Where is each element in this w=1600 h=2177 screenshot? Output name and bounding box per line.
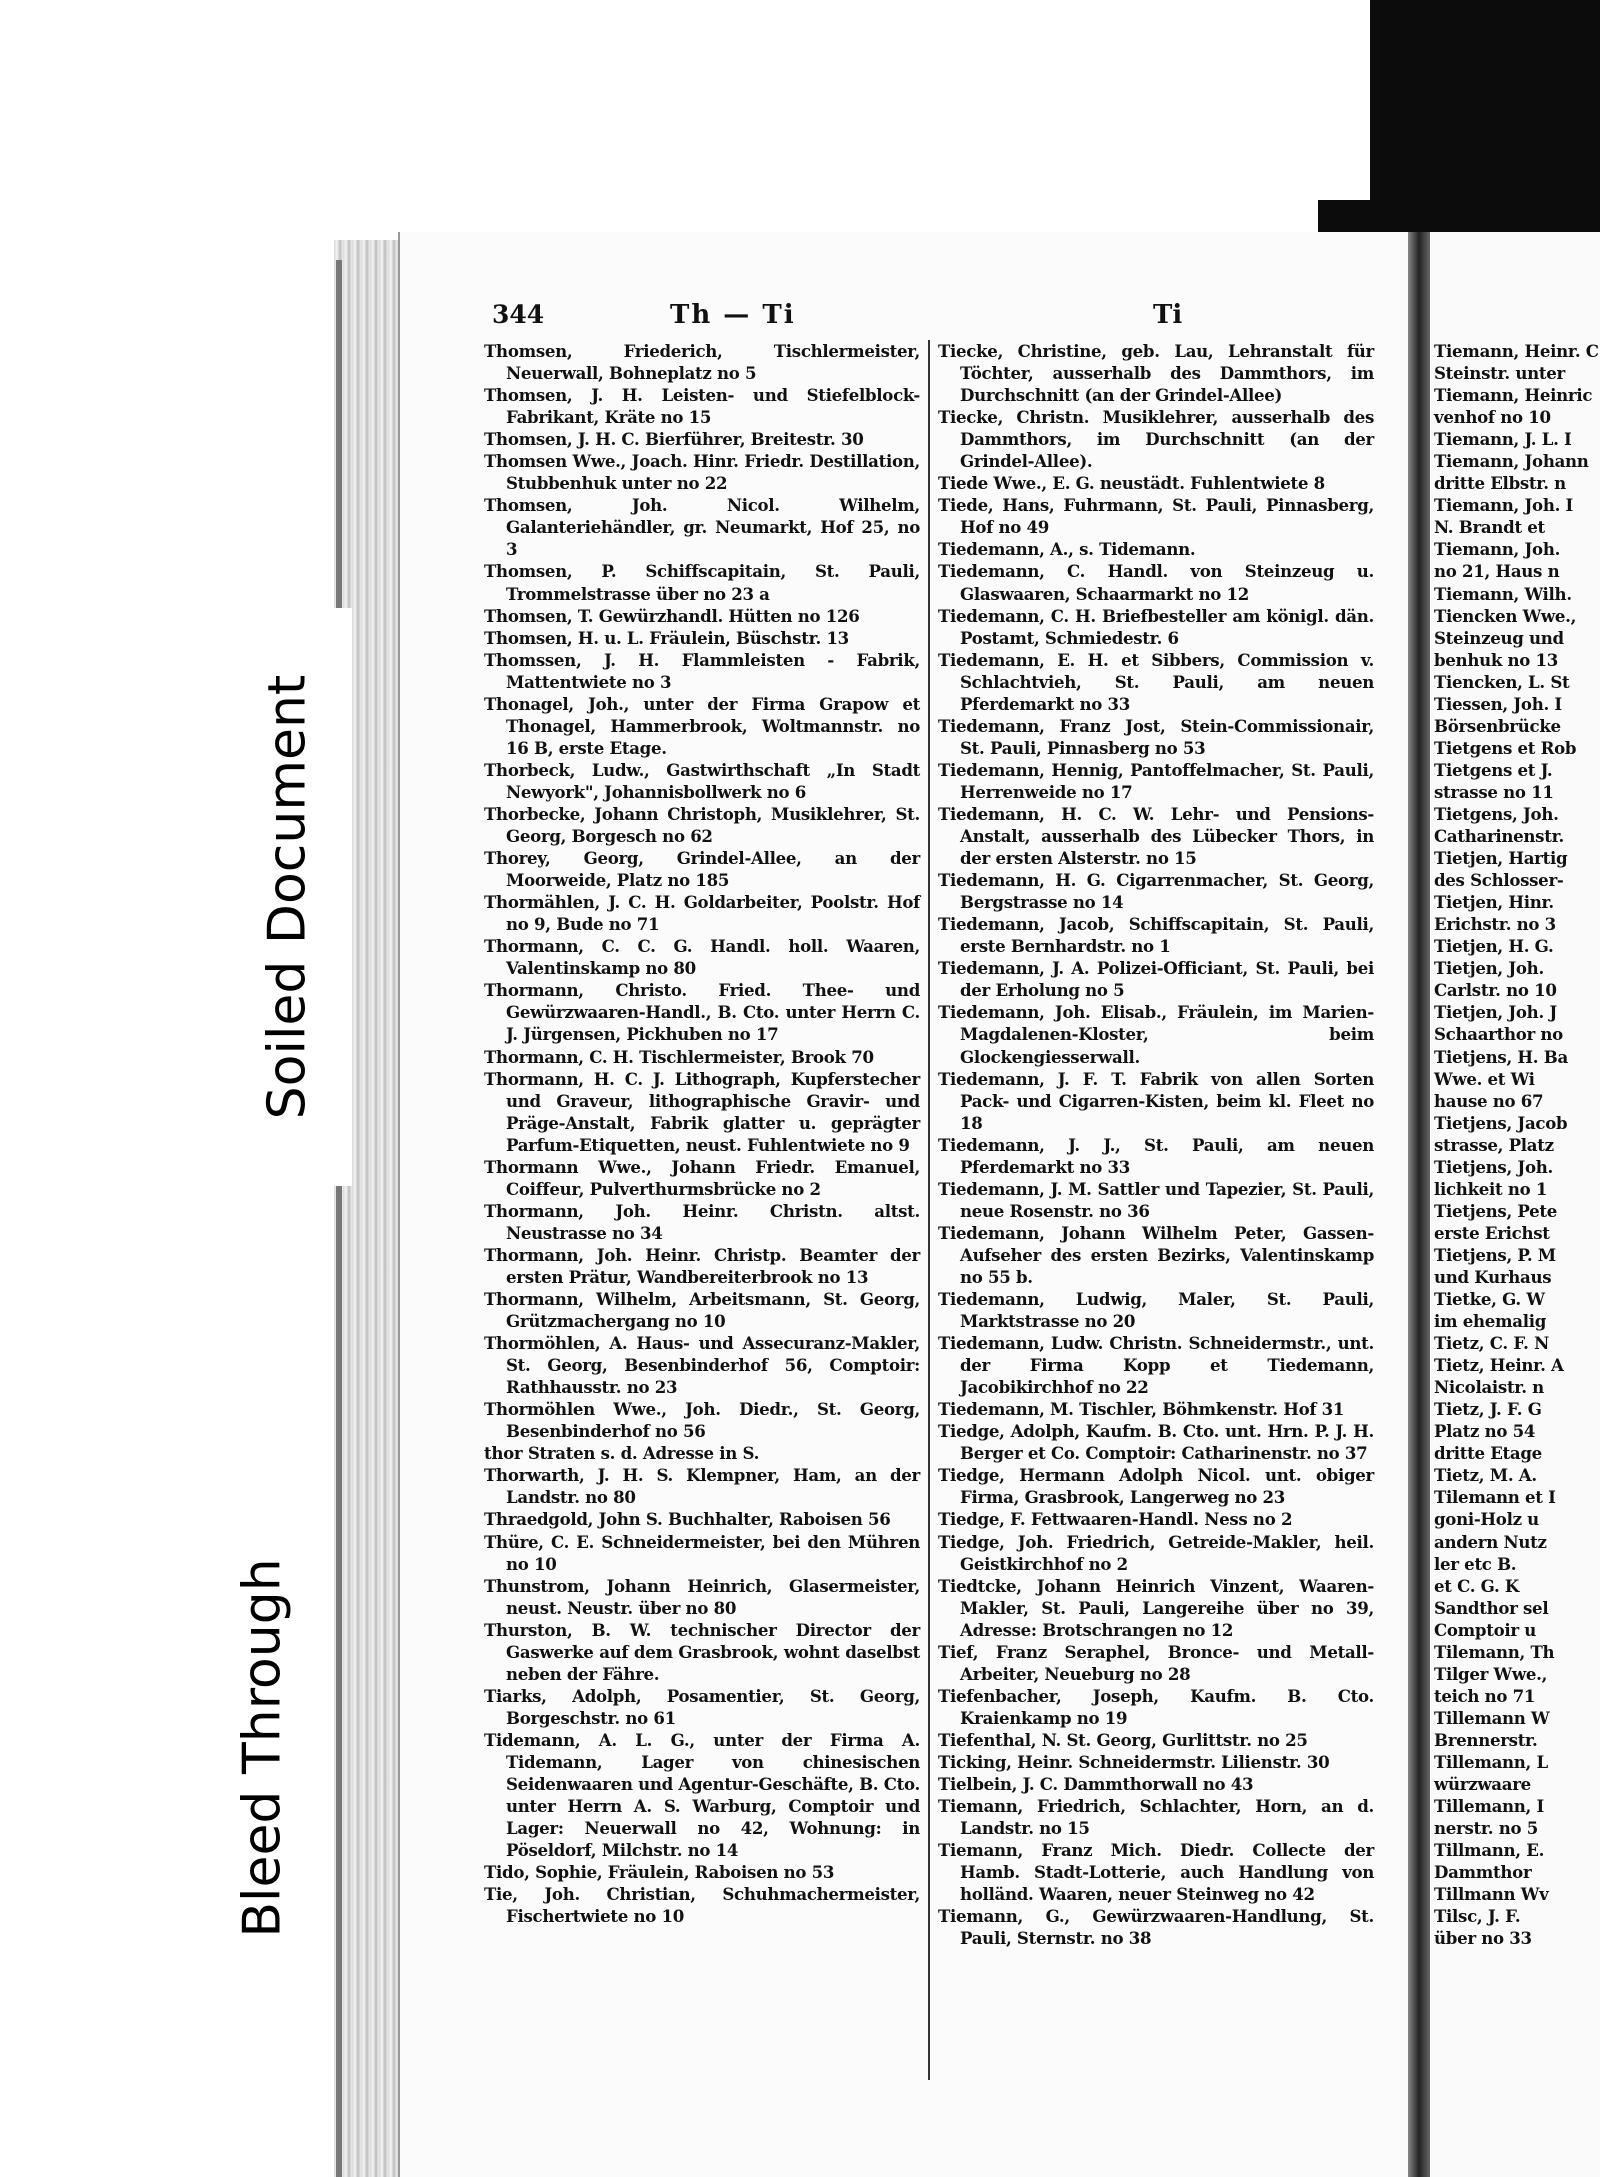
directory-entry: Tietjen, H. G. [1434, 936, 1554, 957]
directory-entry: Comptoir u [1434, 1619, 1537, 1640]
directory-entry: Tillemann W [1434, 1707, 1550, 1728]
directory-entry: Tiemann, J. L. I [1434, 429, 1572, 450]
bleed-through-label [198, 1446, 328, 2050]
directory-entry: Tiedemann, C. Handl. von Steinzeug u. Glaswaaren, Schaarmarkt no 12 [938, 561, 1374, 604]
directory-entry: Tiedemann, Ludwig, Maler, St. Pauli, Marktstrasse no 20 [938, 1289, 1374, 1332]
directory-entry: Tiedge, F. Fettwaaren-Handl. Ness no 2 [938, 1509, 1293, 1530]
directory-entry: Tietjens, Pete [1434, 1200, 1558, 1221]
directory-entry: Thüre, C. E. Schneidermeister, bei den Mühren no 10 [484, 1531, 920, 1574]
directory-entry: lichkeit no 1 [1434, 1178, 1548, 1199]
directory-entry: Tiedemann, M. Tischler, Böhmkenstr. Hof 31 [938, 1399, 1345, 1420]
directory-entry: Thorey, Georg, Grindel-Allee, an der Moorweide, Platz no 185 [484, 848, 920, 891]
directory-entry: Tietgens, Joh. [1434, 803, 1559, 824]
directory-entry: Tiedemann, C. H. Briefbesteller am königl. dän. Postamt, Schmiedestr. 6 [938, 605, 1374, 648]
directory-entry: Tiedemann, J. F. T. Fabrik von allen Sorten Pack- und Cigarren-Kisten, beim kl. Fleet no 18 [938, 1068, 1374, 1133]
directory-entry: Tiedemann, J. M. Sattler und Tapezier, St. Pauli, neue Rosenstr. no 36 [938, 1178, 1374, 1221]
directory-entry: Thomsen, J. H. Leisten- und Stiefelblock-Fabrikant, Kräte no 15 [484, 385, 920, 428]
directory-entry: Tillmann Wv [1434, 1884, 1549, 1905]
directory-entry: Tiede Wwe., E. G. neustädt. Fuhlentwiete 8 [938, 473, 1325, 494]
directory-entry: Wwe. et Wi [1434, 1068, 1535, 1089]
directory-entry: Tiemann, Wilh. [1434, 583, 1572, 604]
directory-entry: Tiedemann, H. G. Cigarrenmacher, St. Georg, Bergstrasse no 14 [938, 870, 1374, 913]
directory-entry: Steinzeug und [1434, 627, 1564, 648]
directory-entry: Tiedge, Adolph, Kaufm. B. Cto. unt. Hrn. P. J. H. Berger et Co. Comptoir: Catharinenstr. no 37 [938, 1421, 1374, 1464]
directory-entry: Tiessen, Joh. I [1434, 693, 1562, 714]
directory-entry: Schaarthor no [1434, 1024, 1563, 1045]
directory-entry: erste Erichst [1434, 1222, 1550, 1243]
directory-entry: Tiemann, G., Gewürzwaaren-Handlung, St. Pauli, Sternstr. no 38 [938, 1906, 1374, 1949]
directory-entry: Tiedemann, J. A. Polizei-Officiant, St. Pauli, bei der Erholung no 5 [938, 958, 1374, 1001]
directory-entry: Tilemann, Th [1434, 1641, 1555, 1662]
bleed-through-text: Bleed Through [233, 1558, 293, 1938]
directory-entry: Tietjen, Joh. J [1434, 1002, 1557, 1023]
directory-entry: Tietjen, Joh. [1434, 958, 1544, 979]
directory-entry: Tiedemann, H. C. W. Lehr- und Pensions-Anstalt, ausserhalb des Lübecker Thors, in der ersten Alsterstr. no 15 [938, 803, 1374, 869]
book-gutter [1408, 232, 1430, 2177]
directory-entry: dritte Elbstr. n [1434, 473, 1566, 494]
directory-entry: Tiemann, Heinr. C [1434, 341, 1599, 361]
directory-entry: Tiedge, Joh. Friedrich, Getreide-Makler, heil. Geistkirchhof no 2 [938, 1531, 1374, 1574]
directory-entry: benhuk no 13 [1434, 649, 1559, 670]
directory-entry: Tilger Wwe., [1434, 1663, 1548, 1684]
directory-entry: des Schlosser- [1434, 870, 1564, 891]
directory-entry: Tietjen, Hinr. [1434, 892, 1554, 913]
directory-entry: Tiedemann, Jacob, Schiffscapitain, St. Pauli, erste Bernhardstr. no 1 [938, 914, 1374, 957]
directory-entry: Thormann, Joh. Heinr. Christp. Beamter der ersten Prätur, Wandbereiterbrook no 13 [484, 1244, 920, 1287]
directory-entry: Tiefenbacher, Joseph, Kaufm. B. Cto. Kraienkamp no 19 [938, 1685, 1374, 1728]
page-header-letters: Ti [1153, 300, 1183, 330]
directory-entry: Tiedge, Hermann Adolph Nicol. unt. obiger Firma, Grasbrook, Langerweg no 23 [938, 1465, 1374, 1508]
directory-entry: im ehemalig [1434, 1311, 1547, 1332]
book-page-edges [334, 240, 398, 2177]
directory-entry: thor Straten s. d. Adresse in S. [484, 1443, 760, 1464]
directory-entry: Thormöhlen, A. Haus- und Assecuranz-Makler, St. Georg, Besenbinderhof 56, Comptoir: Rathhausstr. no 23 [484, 1333, 920, 1398]
directory-entry: Tilsc, J. F. [1434, 1906, 1521, 1927]
directory-entry: andern Nutz [1434, 1531, 1547, 1552]
directory-entry: ler etc B. [1434, 1553, 1517, 1574]
directory-entry: nerstr. no 5 [1434, 1818, 1538, 1839]
directory-entry: Tiedtcke, Johann Heinrich Vinzent, Waaren-Makler, St. Pauli, Langereihe über no 39, Adresse: Brotschrangen no 12 [938, 1575, 1374, 1640]
directory-entry: Tiedemann, Joh. Elisab., Fräulein, im Marien-Magdalenen-Kloster, beim Glockengiesserwall. [938, 1002, 1374, 1067]
directory-entry: teich no 71 [1434, 1685, 1536, 1706]
directory-entry: Thunstrom, Johann Heinrich, Glasermeister, neust. Neustr. über no 80 [484, 1575, 920, 1618]
left-column [484, 340, 920, 1927]
directory-entry: Tiemann, Johann [1434, 451, 1589, 472]
soiled-document-text: Soiled Document [257, 674, 318, 1120]
directory-entry: Thormann, H. C. J. Lithograph, Kupferstecher und Graveur, lithographische Gravir- und Präge-Anstalt, Fabrik glatter u. geprägter Parfum-Etiquetten, neust. Fuhlentwiete no 9 [484, 1068, 920, 1155]
directory-entry: Thorbeck, Ludw., Gastwirthschaft „In Stadt Newyork", Johannisbollwerk no 6 [484, 759, 920, 802]
directory-entry: dritte Etage [1434, 1443, 1542, 1464]
directory-entry: Thorwarth, J. H. S. Klempner, Ham, an der Landstr. no 80 [484, 1465, 920, 1508]
directory-entry: Ticking, Heinr. Schneidermstr. Lilienstr. 30 [938, 1752, 1330, 1772]
directory-entry: Tie, Joh. Christian, Schuhmachermeister, Fischertwiete no 10 [484, 1884, 920, 1927]
directory-entry: strasse no 11 [1434, 781, 1554, 802]
directory-entry: Catharinenstr. [1434, 826, 1564, 847]
directory-entry: Nicolaistr. n [1434, 1377, 1544, 1398]
directory-entry: Tiemann, Joh. I [1434, 495, 1574, 516]
directory-entry: Tiemann, Friedrich, Schlachter, Horn, an d. Landstr. no 15 [938, 1796, 1374, 1839]
directory-entry: Thormählen, J. C. H. Goldarbeiter, Poolstr. Hof no 9, Bude no 71 [484, 892, 920, 935]
directory-entry: Tietjens, Jacob [1434, 1112, 1568, 1133]
directory-entry: Tiencken, L. St [1434, 671, 1570, 692]
directory-entry: Sandthor sel [1434, 1597, 1549, 1618]
directory-entry: Tietjen, Hartig [1434, 848, 1568, 869]
directory-entry: Tietz, C. F. N [1434, 1333, 1549, 1354]
directory-entry: Tief, Franz Seraphel, Bronce- und Metall-Arbeiter, Neueburg no 28 [938, 1641, 1374, 1684]
directory-entry: Tiarks, Adolph, Posamentier, St. Georg, Borgeschstr. no 61 [484, 1685, 920, 1728]
directory-entry: Tielbein, J. C. Dammthorwall no 43 [938, 1774, 1254, 1795]
directory-entry: Brennerstr. [1434, 1729, 1538, 1750]
directory-entry: Carlstr. no 10 [1434, 980, 1557, 1001]
directory-entry: Tiedemann, Franz Jost, Stein-Commissionair, St. Pauli, Pinnasberg no 53 [938, 715, 1374, 758]
directory-entry: Tiedemann, Ludw. Christn. Schneidermstr., unt. der Firma Kopp et Tiedemann, Jacobikirchhof no 22 [938, 1333, 1374, 1398]
directory-entry: Tidemann, A. L. G., unter der Firma A. Tidemann, Lager von chinesischen Seidenwaaren und Agentur-Geschäfte, B. Cto. unter Herrn A. S. Warburg, Comptoir und Lager: Neuerwall no 42, Wohnung: in Pöseldorf, Milchstr. no 14 [484, 1729, 920, 1861]
directory-entry: Tiedemann, Johann Wilhelm Peter, Gassen-Aufseher des ersten Bezirks, Valentinskamp no 55 b. [938, 1222, 1374, 1287]
directory-entry: Thurston, B. W. technischer Director der Gaswerke auf dem Grasbrook, wohnt daselbst neben der Fähre. [484, 1619, 920, 1684]
page-header-range: Th — Ti [670, 300, 796, 330]
directory-entry: Tietz, Heinr. A [1434, 1355, 1564, 1376]
directory-entry: Thomsen, T. Gewürzhandl. Hütten no 126 [484, 605, 860, 626]
directory-entry: würzwaare [1434, 1774, 1531, 1795]
directory-entry: Thormöhlen Wwe., Joh. Diedr., St. Georg, Besenbinderhof no 56 [484, 1399, 920, 1442]
directory-entry: Tiemann, Joh. [1434, 539, 1561, 560]
directory-entry: Thomsen, J. H. C. Bierführer, Breitestr. 30 [484, 429, 864, 450]
directory-entry: Thormann Wwe., Johann Friedr. Emanuel, Coiffeur, Pulverthurmsbrücke no 2 [484, 1156, 920, 1199]
directory-entry: Tilemann et I [1434, 1487, 1556, 1508]
directory-entry: goni-Holz u [1434, 1509, 1539, 1530]
directory-entry: Tietjens, H. Ba [1434, 1046, 1568, 1067]
page-number: 344 [492, 300, 545, 329]
directory-entry: Börsenbrücke [1434, 715, 1561, 736]
directory-entry: Dammthor [1434, 1862, 1532, 1883]
directory-entry: Thormann, Wilhelm, Arbeitsmann, St. Georg, Grützmachergang no 10 [484, 1289, 920, 1332]
column-divider [928, 340, 930, 2080]
directory-entry: Tietjens, P. M [1434, 1244, 1556, 1265]
soiled-document-label [222, 608, 352, 1186]
middle-column [938, 340, 1374, 1949]
directory-entry: no 21, Haus n [1434, 561, 1560, 582]
directory-entry: Tietjens, Joh. [1434, 1156, 1553, 1177]
directory-entry: N. Brandt et [1434, 517, 1545, 538]
directory-entry: Thonagel, Joh., unter der Firma Grapow et Thonagel, Hammerbrook, Woltmannstr. no 16 B, erste Etage. [484, 693, 920, 758]
directory-entry: über no 33 [1434, 1928, 1532, 1949]
directory-entry: Tietz, M. A. [1434, 1465, 1537, 1486]
directory-entry: hause no 67 [1434, 1090, 1544, 1111]
directory-entry: Thomsen, P. Schiffscapitain, St. Pauli, Trommelstrasse über no 23 a [484, 561, 920, 604]
directory-entry: Tiecke, Christine, geb. Lau, Lehranstalt für Töchter, ausserhalb des Dammthors, im Durchschnitt (an der Grindel-Allee) [938, 341, 1374, 406]
directory-entry: Thormann, C. H. Tischlermeister, Brook 70 [484, 1046, 874, 1067]
directory-entry: strasse, Platz [1434, 1134, 1554, 1155]
directory-entry: Steinstr. unter [1434, 363, 1565, 384]
directory-entry: und Kurhaus [1434, 1266, 1552, 1287]
directory-entry: venhof no 10 [1434, 407, 1551, 428]
directory-entry: Tillemann, I [1434, 1796, 1544, 1817]
directory-entry: Thraedgold, John S. Buchhalter, Raboisen 56 [484, 1509, 891, 1530]
directory-entry: Tiemann, Franz Mich. Diedr. Collecte der Hamb. Stadt-Lotterie, auch Handlung von holländ. Waaren, neuer Steinweg no 42 [938, 1840, 1374, 1905]
directory-entry: Tiedemann, Hennig, Pantoffelmacher, St. Pauli, Herrenweide no 17 [938, 759, 1374, 802]
directory-entry: Tiede, Hans, Fuhrmann, St. Pauli, Pinnasberg, Hof no 49 [938, 495, 1374, 538]
directory-entry: Thorbecke, Johann Christoph, Musiklehrer, St. Georg, Borgesch no 62 [484, 803, 920, 847]
right-column-cropped [1434, 340, 1600, 1949]
directory-entry: Tiedemann, A., s. Tidemann. [938, 539, 1196, 560]
directory-entry: Tietgens et Rob [1434, 737, 1577, 758]
directory-entry: Tiencken Wwe., [1434, 605, 1577, 626]
directory-entry: et C. G. K [1434, 1575, 1520, 1596]
directory-entry: Thormann, C. C. G. Handl. holl. Waaren, Valentinskamp no 80 [484, 936, 920, 979]
directory-entry: Platz no 54 [1434, 1421, 1536, 1442]
directory-entry: Thormann, Joh. Heinr. Christn. altst. Neustrasse no 34 [484, 1200, 920, 1243]
directory-entry: Erichstr. no 3 [1434, 914, 1556, 935]
directory-entry: Tietgens et J. [1434, 759, 1553, 780]
directory-entry: Thomsen, Joh. Nicol. Wilhelm, Galanteriehändler, gr. Neumarkt, Hof 25, no 3 [484, 495, 920, 560]
directory-entry: Tietke, G. W [1434, 1289, 1545, 1310]
directory-entry: Thomsen, H. u. L. Fräulein, Büschstr. 13 [484, 627, 849, 648]
book-page-edge-shadow [336, 260, 342, 2177]
directory-entry: Tiemann, Heinric [1434, 385, 1593, 406]
directory-entry: Tiedemann, E. H. et Sibbers, Commission v. Schlachtvieh, St. Pauli, am neuen Pferdemarkt no 33 [938, 649, 1374, 714]
directory-entry: Thomssen, J. H. Flammleisten - Fabrik, Mattentwiete no 3 [484, 649, 920, 692]
directory-entry: Tillmann, E. [1434, 1840, 1545, 1861]
directory-entry: Tiecke, Christn. Musiklehrer, ausserhalb des Dammthors, im Durchschnitt (an der Grindel-Allee). [938, 407, 1374, 472]
directory-entry: Thomsen Wwe., Joach. Hinr. Friedr. Destillation, Stubbenhuk unter no 22 [484, 451, 920, 494]
directory-entry: Tiedemann, J. J., St. Pauli, am neuen Pferdemarkt no 33 [938, 1134, 1374, 1177]
directory-entry: Thormann, Christo. Fried. Thee- und Gewürzwaaren-Handl., B. Cto. unter Herrn C. J. Jürgensen, Pickhuben no 17 [484, 980, 920, 1045]
directory-entry: Thomsen, Friederich, Tischlermeister, Neuerwall, Bohneplatz no 5 [484, 341, 920, 384]
directory-entry: Tido, Sophie, Fräulein, Raboisen no 53 [484, 1862, 835, 1883]
directory-entry: Tietz, J. F. G [1434, 1399, 1542, 1420]
background-notch [1318, 0, 1370, 200]
directory-entry: Tiefenthal, N. St. Georg, Gurlittstr. no 25 [938, 1729, 1308, 1750]
directory-entry: Tillemann, L [1434, 1752, 1548, 1772]
